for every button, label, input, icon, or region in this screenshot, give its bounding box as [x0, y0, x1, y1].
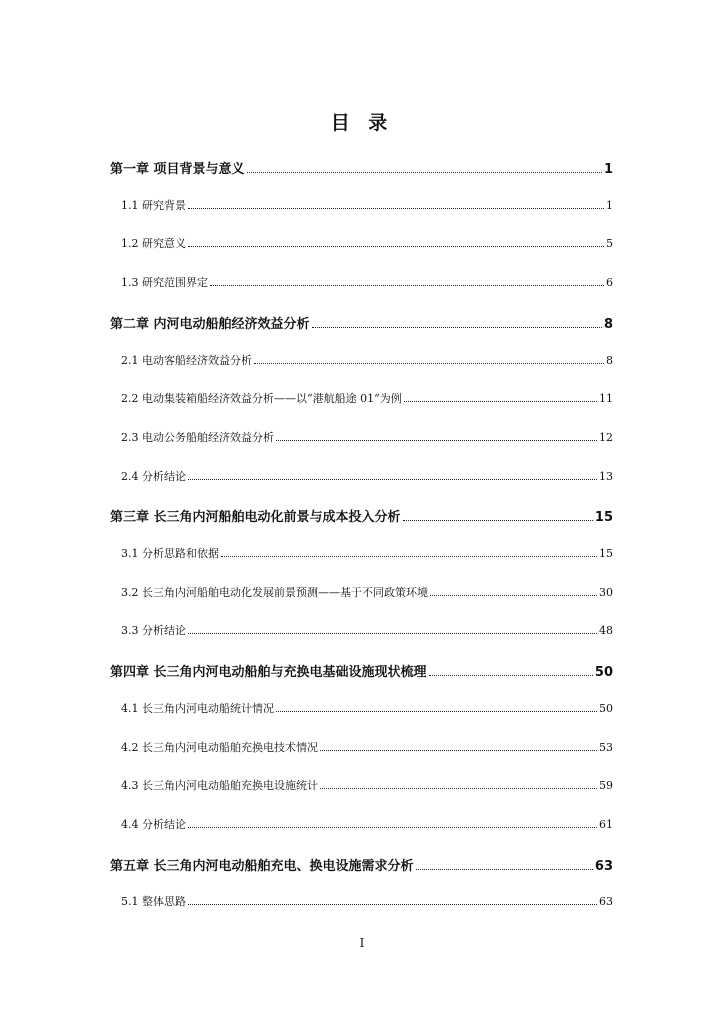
- toc-entry-label: 1.3 研究范围界定: [121, 276, 208, 290]
- toc-entry-page-number: 8: [606, 353, 613, 367]
- toc-section-entry[interactable]: [121, 700, 613, 716]
- toc-entry-page-number: 48: [599, 624, 613, 638]
- toc-entry-page-number: 8: [603, 316, 613, 332]
- toc-title: 目 录: [330, 112, 394, 134]
- toc-entry-page-number: 1: [606, 198, 613, 212]
- toc-entry-label: 1.2 研究意义: [121, 237, 186, 251]
- toc-dot-leader: [188, 245, 604, 247]
- toc-section-entry[interactable]: [121, 622, 613, 638]
- toc-dot-leader: [320, 787, 597, 789]
- toc-entry-page-number: 61: [599, 817, 613, 831]
- toc-dot-leader: [312, 326, 602, 328]
- page-number: I: [359, 936, 365, 950]
- toc-entry-page-number: 50: [599, 701, 613, 715]
- toc-entry-label: 2.2 电动集装箱船经济效益分析——以“港航船途 01”为例: [121, 392, 402, 406]
- toc-entry-label: 3.3 分析结论: [121, 624, 186, 638]
- toc-section-entry[interactable]: [121, 545, 613, 561]
- toc-dot-leader: [188, 632, 597, 634]
- toc-dot-leader: [188, 826, 597, 828]
- toc-entry-label: 第二章 内河电动船舶经济效益分析: [110, 316, 310, 332]
- toc-entry-page-number: 50: [594, 665, 613, 681]
- toc-section-entry[interactable]: [121, 429, 613, 445]
- toc-section-entry[interactable]: [121, 777, 613, 793]
- toc-entry-label: 第四章 长三角内河电动船舶与充换电基础设施现状梳理: [110, 665, 427, 681]
- toc-section-entry[interactable]: [121, 468, 613, 484]
- toc-entry-page-number: 1: [603, 162, 613, 177]
- toc-chapter-entry[interactable]: [110, 506, 613, 525]
- toc-entry-label: 3.2 长三角内河船舶电动化发展前景预测——基于不同政策环境: [121, 585, 428, 599]
- toc-entry-label: 1.1 研究背景: [121, 198, 186, 212]
- toc-entry-label: 5.1 整体思路: [121, 895, 186, 909]
- toc-dot-leader: [430, 594, 597, 596]
- toc-dot-leader: [320, 749, 597, 751]
- toc-entry-label: 2.3 电动公务船舶经济效益分析: [121, 430, 274, 444]
- toc-entry-page-number: 59: [599, 779, 613, 793]
- toc-dot-leader: [416, 868, 593, 870]
- toc-entry-label: 4.4 分析结论: [121, 817, 186, 831]
- toc-entry-label: 3.1 分析思路和依据: [121, 547, 219, 560]
- toc-dot-leader: [210, 284, 604, 286]
- toc-entry-page-number: 6: [606, 276, 613, 290]
- toc-chapter-entry[interactable]: [110, 855, 613, 874]
- toc-entry-label: 第五章 长三角内河电动船舶充电、换电设施需求分析: [110, 858, 414, 874]
- toc-chapter-entry[interactable]: [110, 158, 613, 177]
- toc-entry-page-number: 5: [606, 237, 613, 251]
- toc-entry-label: 第三章 长三角内河船舶电动化前景与成本投入分析: [110, 510, 401, 526]
- toc-dot-leader: [276, 710, 597, 712]
- toc-section-entry[interactable]: [121, 390, 613, 406]
- toc-entry-page-number: 15: [599, 547, 613, 560]
- toc-dot-leader: [403, 519, 593, 521]
- toc-section-entry[interactable]: [121, 584, 613, 600]
- toc-section-entry[interactable]: [121, 274, 613, 290]
- toc-entry-page-number: 63: [599, 895, 613, 909]
- toc-entry-label: 2.4 分析结论: [121, 469, 186, 483]
- toc-entry-page-number: 53: [599, 740, 613, 754]
- toc-entry-page-number: 13: [599, 469, 613, 483]
- toc-entry-label: 2.1 电动客船经济效益分析: [121, 353, 252, 367]
- toc-chapter-entry[interactable]: [110, 661, 613, 680]
- toc-dot-leader: [276, 439, 597, 441]
- toc-entry-page-number: 11: [599, 392, 613, 406]
- toc-dot-leader: [429, 674, 593, 676]
- toc-dot-leader: [254, 362, 604, 364]
- toc-dot-leader: [404, 400, 597, 402]
- toc-section-entry[interactable]: [121, 235, 613, 251]
- toc-section-entry[interactable]: [121, 197, 613, 213]
- toc-dot-leader: [221, 555, 597, 557]
- toc-section-entry[interactable]: [121, 352, 613, 368]
- toc-section-entry[interactable]: [121, 893, 613, 909]
- toc-section-entry[interactable]: [121, 816, 613, 832]
- toc-entry-page-number: 63: [594, 858, 613, 874]
- toc-dot-leader: [188, 903, 597, 905]
- toc-dot-leader: [188, 478, 597, 480]
- toc-section-entry[interactable]: [121, 739, 613, 755]
- toc-dot-leader: [188, 207, 604, 209]
- toc-chapter-entry[interactable]: [110, 313, 613, 332]
- toc-entry-label: 第一章 项目背景与意义: [110, 162, 245, 177]
- toc-entry-page-number: 15: [594, 510, 613, 526]
- toc-entry-page-number: 12: [599, 430, 613, 444]
- toc-entry-label: 4.3 长三角内河电动船舶充换电设施统计: [121, 779, 318, 793]
- toc-dot-leader: [247, 171, 602, 173]
- toc-entry-label: 4.1 长三角内河电动船统计情况: [121, 701, 274, 715]
- toc-entry-label: 4.2 长三角内河电动船舶充换电技术情况: [121, 740, 318, 754]
- toc-entry-page-number: 30: [599, 585, 613, 599]
